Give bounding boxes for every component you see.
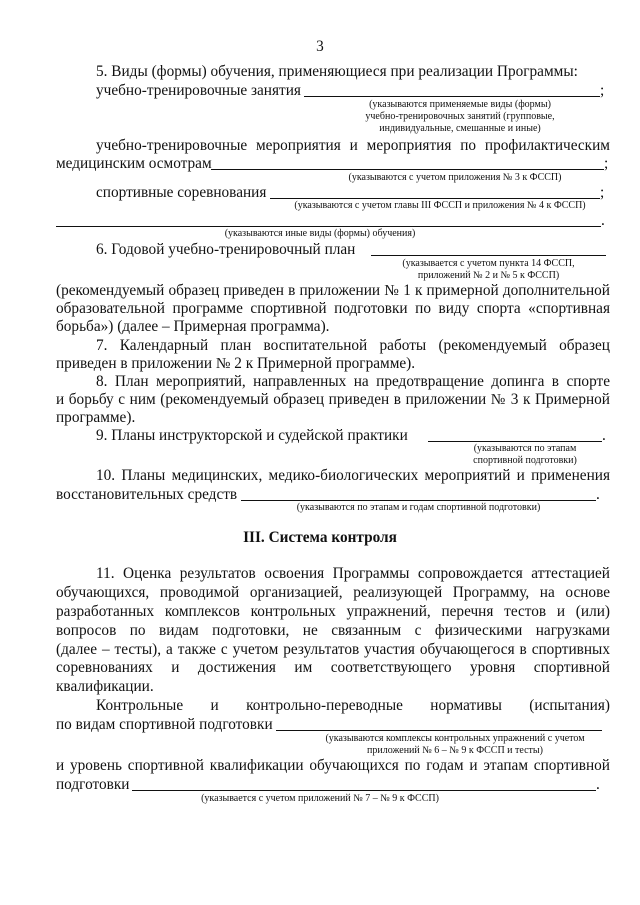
item11-level-blank (132, 790, 596, 791)
item6-note-2: приложений № 2 и № 5 к ФССП) (417, 270, 560, 281)
item5-other-end: . (601, 212, 605, 229)
item11-text-3: разработанных комплексов контрольных упражнений, перечня тестов и (или) (56, 603, 610, 620)
item9-end: . (602, 427, 606, 444)
item11-text-5: (далее – тесты), а также с учетом результатов участия обучающегося в спортивных (56, 641, 610, 658)
item9-label: 9. Планы инструкторской и судейской практики (96, 427, 408, 444)
item5-training-end: ; (600, 82, 605, 99)
item5-training-label: учебно-тренировочные занятия (96, 82, 301, 99)
item11-level-line1: и уровень спортивной квалификации обучающихся по годам и этапам спортивной (56, 757, 610, 774)
item11-level-line2: подготовки (56, 776, 130, 793)
item6-text-2: образовательной программе спортивной подготовки по виду спорта «спортивная (56, 300, 610, 317)
item11-norms-note-2: приложений № 6 – № 9 к ФССП и тесты) (367, 745, 543, 756)
item6-text-3: борьба») (далее – Примерная программа). (56, 318, 330, 335)
item11-norms-line1: Контрольные и контрольно-переводные нормативы (испытания) (96, 697, 610, 714)
item5-events-line2: медицинским осмотрам (56, 155, 212, 172)
item8-text-3: программе). (56, 409, 136, 426)
item5-events-end: ; (604, 155, 609, 172)
item5-events-blank (211, 169, 604, 170)
item7-text-2: приведен в приложении № 2 к Примерной программе). (56, 355, 416, 372)
item5-heading: 5. Виды (формы) обучения, применяющиеся при реализации Программы: (96, 63, 578, 80)
item9-blank (428, 441, 602, 442)
item6-label: 6. Годовой учебно-тренировочный план (96, 241, 356, 258)
item10-line2: восстановительных средств (56, 486, 238, 503)
item5-events-note: (указываются с учетом приложения № 3 к ФССП) (348, 172, 562, 183)
item10-blank (241, 500, 596, 501)
item5-training-blank (304, 96, 600, 97)
item6-blank (371, 255, 606, 256)
item11-text-6: соревнованиях и достижения им соответствующего уровня спортивной (56, 659, 610, 676)
item11-level-end: . (596, 776, 600, 793)
item11-text-7: квалификации. (56, 678, 154, 695)
item5-competitions-note: (указываются с учетом главы III ФССП и приложения № 4 к ФССП) (294, 200, 586, 211)
item8-text-1: 8. План мероприятий, направленных на предотвращение допинга в спорте (96, 373, 610, 390)
item10-note: (указываются по этапам и годам спортивной подготовки) (296, 502, 541, 513)
item9-note-1: (указываются по этапам (473, 443, 577, 454)
item6-text-1: (рекомендуемый образец приведен в приложении № 1 к примерной дополнительной (56, 282, 610, 299)
item10-line1: 10. Планы медицинских, медико-биологических мероприятий и применения (96, 467, 610, 484)
item5-other-note: (указываются иные виды (формы) обучения) (224, 228, 416, 239)
item11-text-4: вопросов по видам подготовки, не связанным с физическими нагрузками (56, 622, 610, 639)
item6-note-1: (указывается с учетом пункта 14 ФССП, (402, 258, 575, 269)
item11-norms-blank (276, 730, 602, 731)
item5-competitions-blank (270, 198, 600, 199)
item10-end: . (596, 486, 600, 503)
page-number: 3 (316, 38, 324, 55)
item11-level-note: (указывается с учетом приложений № 7 – № 9 к ФССП) (201, 793, 439, 804)
item8-text-2: и борьбу с ним (рекомендуемый образец приведен в приложении № 3 к Примерной (56, 391, 610, 408)
item11-norms-note-1: (указываются комплексы контрольных упражнений с учетом (325, 733, 585, 744)
item5-training-note-3: индивидуальные, смешанные и иные) (379, 123, 541, 134)
item5-events-line1: учебно-тренировочные мероприятия и мероприятия по профилактическим (96, 137, 610, 154)
item5-other-blank (56, 226, 601, 227)
item5-competitions-label: спортивные соревнования (96, 184, 267, 201)
item11-norms-line2: по видам спортивной подготовки (56, 716, 273, 733)
item11-text-1: 11. Оценка результатов освоения Программы сопровождается аттестацией (96, 565, 610, 582)
section-title: III. Система контроля (243, 529, 397, 546)
item5-training-note-2: учебно-тренировочных занятий (групповые, (365, 111, 555, 122)
item7-text-1: 7. Календарный план воспитательной работы (рекомендуемый образец (96, 337, 610, 354)
item5-training-note-1: (указываются применяемые виды (формы) (369, 99, 551, 110)
item11-text-2: обучающихся, проводимой организацией, реализующей Программу, на основе (56, 584, 610, 601)
item5-competitions-end: ; (600, 184, 605, 201)
item9-note-2: спортивной подготовки) (473, 455, 577, 466)
